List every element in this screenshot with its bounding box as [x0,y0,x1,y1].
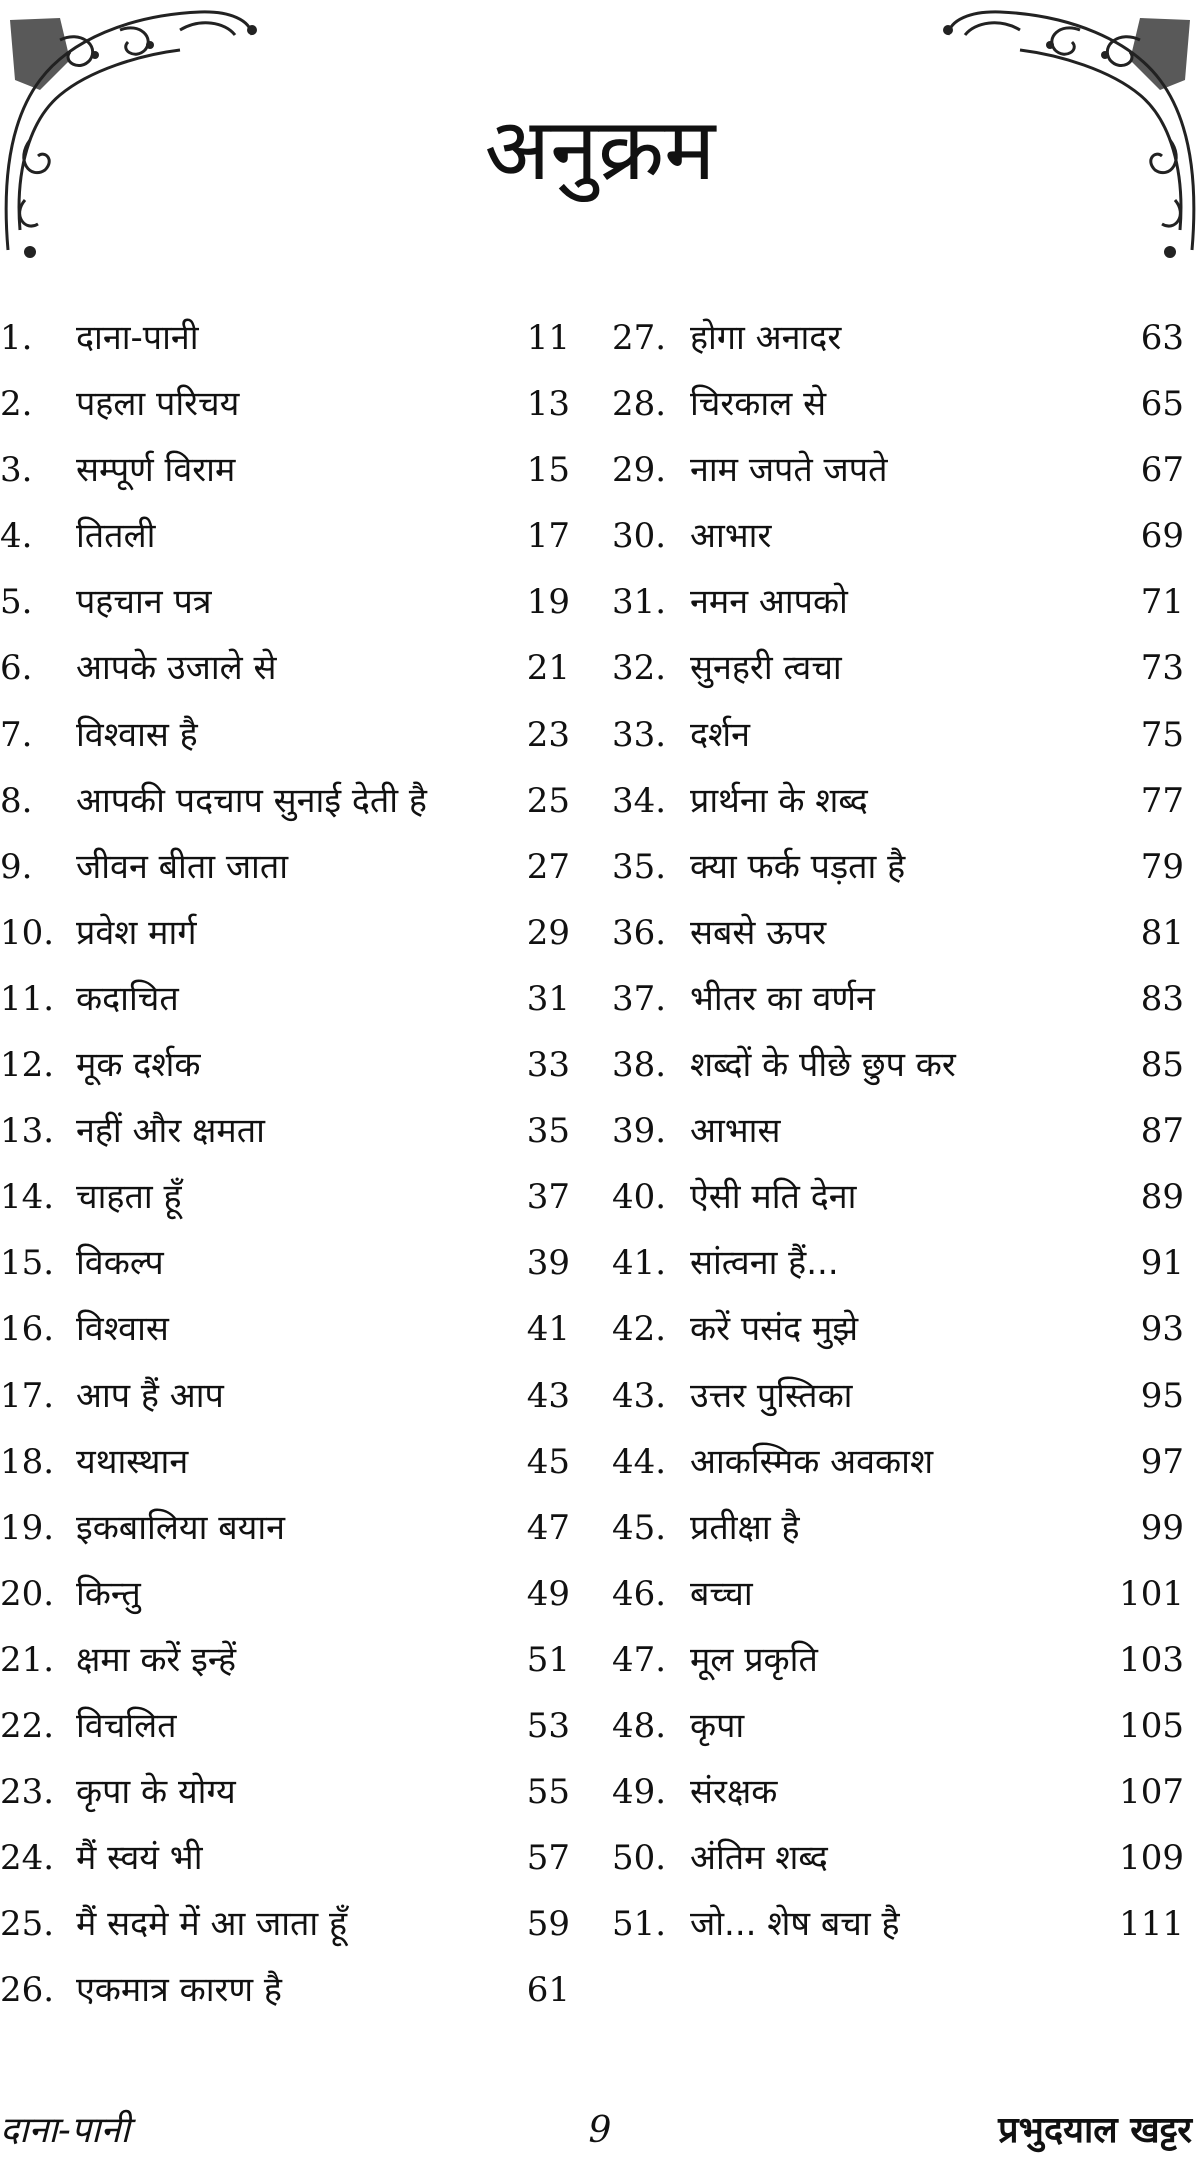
entry-number: 20. [0,1573,55,1614]
toc-entry [0,1098,570,1164]
entry-page-number: 13 [526,384,570,425]
entry-number: 39. [612,1111,667,1152]
entry-title: मैं स्वयं भी [76,1838,203,1879]
footer-author: प्रभुदयाल खट्टर [998,2110,1192,2151]
entry-number: 26. [0,1970,55,2011]
entry-title: करें पसंद मुझे [690,1309,859,1350]
entry-page-number: 55 [526,1772,570,1813]
entry-page-number: 41 [526,1309,570,1350]
entry-title: विश्वास [76,1309,169,1350]
toc-entry [612,569,1184,635]
entry-number: 4. [0,516,33,557]
toc-entry [0,1032,570,1098]
toc-entry [612,1759,1184,1825]
entry-title: इकबालिया बयान [76,1507,286,1548]
toc-entry [0,1891,570,1957]
entry-page-number: 89 [1140,1177,1184,1218]
entry-title: सम्पूर्ण विराम [76,450,236,491]
entry-title: जो... शेष बचा है [690,1904,900,1945]
toc-entry [0,1429,570,1495]
entry-title: विश्वास है [76,714,198,755]
toc-entry [612,1098,1184,1164]
entry-page-number: 47 [526,1507,570,1548]
toc-entry [612,1627,1184,1693]
entry-page-number: 77 [1140,780,1184,821]
entry-title: कृपा के योग्य [76,1772,236,1813]
entry-number: 23. [0,1772,55,1813]
entry-number: 47. [612,1639,667,1680]
entry-page-number: 73 [1140,648,1184,689]
entry-number: 48. [612,1705,667,1746]
toc-entry [612,1825,1184,1891]
entry-title: प्रार्थना के शब्द [690,780,868,821]
entry-title: दर्शन [690,714,751,755]
toc-entry [612,702,1184,768]
entry-title: कदाचित [76,978,179,1019]
toc-entry [0,1693,570,1759]
toc-entry [0,1363,570,1429]
entry-number: 37. [612,978,667,1019]
entry-title: आपके उजाले से [76,648,277,689]
entry-title: नाम जपते जपते [690,450,888,491]
entry-page-number: 25 [526,780,570,821]
entry-title: होगा अनादर [690,318,842,358]
entry-page-number: 75 [1140,714,1184,755]
footer-page-number: 9 [588,2110,612,2151]
toc-entry [0,1164,570,1230]
entry-page-number: 59 [526,1904,570,1945]
entry-page-number: 31 [526,978,570,1019]
entry-title: दाना-पानी [76,318,199,358]
toc-entry [612,1363,1184,1429]
toc-entry [0,966,570,1032]
entry-number: 27. [612,318,667,358]
toc-entry [612,834,1184,900]
entry-page-number: 83 [1140,978,1184,1019]
toc-entry [0,1825,570,1891]
entry-number: 17. [0,1375,55,1416]
entry-number: 5. [0,582,33,623]
entry-page-number: 85 [1140,1045,1184,1086]
entry-title: एकमात्र कारण है [76,1970,282,2011]
entry-page-number: 87 [1140,1111,1184,1152]
entry-page-number: 95 [1140,1375,1184,1416]
entry-number: 33. [612,714,667,755]
entry-number: 28. [612,384,667,425]
toc-entry [612,768,1184,834]
entry-title: आपकी पदचाप सुनाई देती है [76,780,427,821]
toc-entry [0,702,570,768]
entry-title: चिरकाल से [690,384,827,425]
entry-number: 44. [612,1441,667,1482]
entry-title: किन्तु [76,1573,141,1614]
entry-page-number: 69 [1140,516,1184,557]
entry-number: 12. [0,1045,55,1086]
entry-title: ऐसी मति देना [690,1177,857,1218]
entry-title: संरक्षक [690,1772,778,1813]
toc-entry [612,1164,1184,1230]
entry-number: 8. [0,780,33,821]
toc-entry [612,966,1184,1032]
toc-entry [612,1495,1184,1561]
entry-title: प्रतीक्षा है [690,1507,800,1548]
entry-title: क्षमा करें इन्हें [76,1639,237,1680]
entry-page-number: 49 [526,1573,570,1614]
toc-entry [612,1561,1184,1627]
toc-entry [0,569,570,635]
entry-title: सबसे ऊपर [690,912,827,953]
toc-entry [0,1230,570,1296]
entry-page-number: 99 [1140,1507,1184,1548]
entry-title: आकस्मिक अवकाश [690,1441,934,1482]
toc-entry [0,900,570,966]
entry-number: 34. [612,780,667,821]
entry-title: क्या फर्क पड़ता है [690,846,906,887]
entry-title: उत्तर पुस्तिका [690,1375,853,1416]
toc-entry [612,1891,1184,1957]
footer-book-title: दाना-पानी [0,2110,130,2151]
entry-title: सांत्वना हैं... [690,1243,839,1284]
entry-title: नमन आपको [690,582,848,623]
entry-number: 18. [0,1441,55,1482]
toc-entry [0,768,570,834]
entry-title: तितली [76,516,156,557]
entry-title: कृपा [690,1705,745,1746]
toc-entry [612,503,1184,569]
entry-title: चाहता हूँ [76,1177,182,1218]
toc-column-left [0,305,570,2023]
entry-title: यथास्थान [76,1441,189,1482]
entry-number: 29. [612,450,667,491]
entry-page-number: 33 [526,1045,570,1086]
entry-title: विकल्प [76,1243,164,1284]
entry-page-number: 11 [526,318,570,358]
entry-title: पहचान पत्र [76,582,212,623]
toc-entry [0,1627,570,1693]
entry-number: 10. [0,912,55,953]
entry-page-number: 79 [1140,846,1184,887]
toc-entry [612,1429,1184,1495]
entry-page-number: 107 [1119,1772,1184,1813]
entry-number: 45. [612,1507,667,1548]
entry-number: 6. [0,648,33,689]
toc-entry [0,1561,570,1627]
toc-entry [612,900,1184,966]
entry-title: नहीं और क्षमता [76,1111,265,1152]
entry-number: 36. [612,912,667,953]
toc-entry [612,1296,1184,1362]
entry-number: 2. [0,384,33,425]
entry-title: अंतिम शब्द [690,1838,828,1879]
entry-page-number: 103 [1119,1639,1184,1680]
entry-title: मूल प्रकृति [690,1639,818,1680]
entry-number: 38. [612,1045,667,1086]
toc-entry [612,1230,1184,1296]
entry-number: 24. [0,1838,55,1879]
entry-number: 7. [0,714,33,755]
entry-page-number: 67 [1140,450,1184,491]
entry-page-number: 53 [526,1705,570,1746]
toc-entry [0,371,570,437]
entry-number: 41. [612,1243,667,1284]
entry-page-number: 65 [1140,384,1184,425]
toc-column-right [612,305,1184,1957]
entry-page-number: 19 [526,582,570,623]
entry-number: 46. [612,1573,667,1614]
entry-page-number: 63 [1140,318,1184,358]
entry-page-number: 61 [526,1970,570,2011]
entry-page-number: 105 [1119,1705,1184,1746]
entry-page-number: 93 [1140,1309,1184,1350]
entry-page-number: 51 [526,1639,570,1680]
entry-number: 35. [612,846,667,887]
toc-entry [0,1957,570,2023]
toc-entry [0,635,570,701]
entry-title: बच्चा [690,1573,753,1614]
toc-entry [612,371,1184,437]
toc-entry [0,1495,570,1561]
entry-number: 49. [612,1772,667,1813]
entry-number: 13. [0,1111,55,1152]
entry-title: विचलित [76,1705,177,1746]
entry-page-number: 23 [526,714,570,755]
toc-entry [0,437,570,503]
entry-page-number: 43 [526,1375,570,1416]
entry-page-number: 97 [1140,1441,1184,1482]
entry-number: 50. [612,1838,667,1879]
entry-number: 42. [612,1309,667,1350]
entry-page-number: 101 [1119,1573,1184,1614]
entry-number: 25. [0,1904,55,1945]
entry-number: 3. [0,450,33,491]
toc-entry [612,437,1184,503]
entry-page-number: 71 [1140,582,1184,623]
entry-page-number: 27 [526,846,570,887]
entry-number: 9. [0,846,33,887]
toc-entry [0,834,570,900]
entry-number: 1. [0,318,33,358]
entry-page-number: 35 [526,1111,570,1152]
entry-page-number: 45 [526,1441,570,1482]
entry-number: 14. [0,1177,55,1218]
entry-title: सुनहरी त्वचा [690,648,842,689]
entry-title: आभास [690,1111,781,1152]
toc-entry [612,635,1184,701]
entry-title: आभार [690,516,772,557]
entry-page-number: 57 [526,1838,570,1879]
entry-number: 32. [612,648,667,689]
toc-entry [612,305,1184,371]
toc-entry [612,1693,1184,1759]
entry-title: मूक दर्शक [76,1045,201,1086]
entry-page-number: 21 [526,648,570,689]
entry-number: 43. [612,1375,667,1416]
entry-title: शब्दों के पीछे छुप कर [690,1045,956,1086]
entry-page-number: 17 [526,516,570,557]
entry-page-number: 29 [526,912,570,953]
entry-title: जीवन बीता जाता [76,846,289,887]
toc-entry [0,1296,570,1362]
entry-number: 31. [612,582,667,623]
entry-number: 21. [0,1639,55,1680]
entry-title: प्रवेश मार्ग [76,912,197,953]
entry-page-number: 91 [1140,1243,1184,1284]
toc-entry [0,305,570,371]
toc-entry [612,1032,1184,1098]
entry-number: 15. [0,1243,55,1284]
entry-number: 40. [612,1177,667,1218]
entry-title: मैं सदमे में आ जाता हूँ [76,1904,348,1945]
entry-page-number: 109 [1119,1838,1184,1879]
entry-title: पहला परिचय [76,384,240,425]
entry-number: 51. [612,1904,667,1945]
toc-entry [0,503,570,569]
entry-number: 19. [0,1507,55,1548]
entry-title: भीतर का वर्णन [690,978,875,1019]
entry-title: आप हैं आप [76,1375,224,1416]
toc-entry [0,1759,570,1825]
entry-number: 30. [612,516,667,557]
entry-page-number: 39 [526,1243,570,1284]
entry-page-number: 81 [1140,912,1184,953]
entry-page-number: 15 [526,450,570,491]
entry-number: 11. [0,978,55,1019]
entry-page-number: 111 [1119,1904,1184,1945]
entry-number: 16. [0,1309,55,1350]
entry-number: 22. [0,1705,55,1746]
entry-page-number: 37 [526,1177,570,1218]
page-title: अनुक्रम [484,100,716,200]
